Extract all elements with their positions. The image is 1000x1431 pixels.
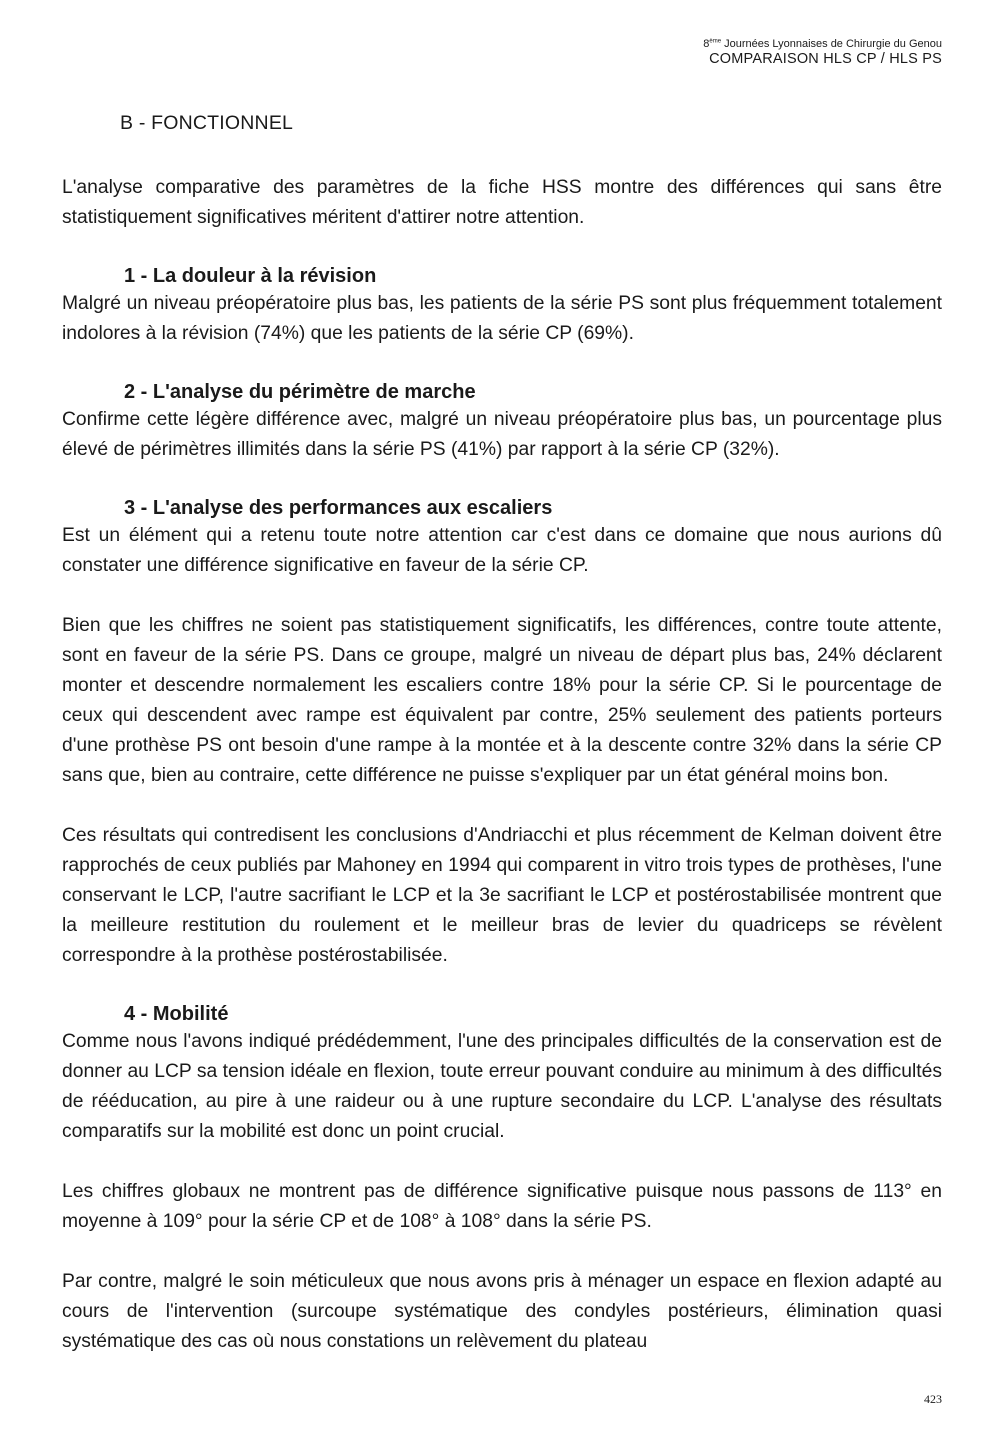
subsection-heading: 2 - L'analyse du périmètre de marche (124, 381, 476, 403)
paragraph: Comme nous l'avons indiqué prédédemment, l'une des principales difficultés de la conservation est de donner au LCP sa tension idéale en flexion, toute erreur pouvant conduire au minimum à des difficultés de rééducation, au pire à une raideur ou à une rupture secondaire du LCP. L'analyse des résultats comparatifs sur la mobilité est donc un point crucial. (62, 1031, 942, 1142)
conference-edition: 8 (703, 38, 710, 50)
page-number: 423 (924, 1392, 942, 1406)
conference-name: Journées Lyonnaises de Chirurgie du Genou (721, 38, 942, 50)
paragraph: Les chiffres globaux ne montrent pas de différence significative puisque nous passons de 113° en moyenne à 109° pour la série CP et de 108° à 108° dans la série PS. (62, 1181, 942, 1232)
section-title: B - FONCTIONNEL (120, 112, 294, 134)
chapter-title: COMPARAISON HLS CP / HLS PS (709, 50, 942, 67)
conference-title (703, 38, 942, 51)
subsection-douleur (62, 263, 942, 349)
subsection-mobilite (62, 1001, 942, 1357)
running-header (703, 38, 942, 67)
subsection-escaliers (62, 495, 942, 971)
paragraph: Confirme cette légère différence avec, malgré un niveau préopératoire plus bas, un pourcentage plus élevé de périmètres illimités dans la série PS (41%) par rapport à la série CP (32%). (62, 409, 942, 460)
subsection-perimetre (62, 379, 942, 465)
subsection-heading: 1 - La douleur à la révision (124, 265, 377, 287)
intro-paragraph: L'analyse comparative des paramètres de la fiche HSS montre des différences qui sans être statistiquement significatives méritent d'attirer notre attention. (62, 177, 942, 228)
paragraph: Ces résultats qui contredisent les conclusions d'Andriacchi et plus récemment de Kelman doivent être rapprochés de ceux publiés par Mahoney en 1994 qui comparent in vitro trois types de prothèses, l'une conservant le LCP, l'autre sacrifiant le LCP et la 3e sacrifiant le LCP et postérostabilisée montrent que la meilleure restitution du roulement et le meilleur bras de levier du quadriceps se révèlent correspondre à la prothèse postérostabilisée. (62, 825, 942, 966)
conference-edition-suffix: ème (709, 38, 722, 45)
paragraph: Est un élément qui a retenu toute notre attention car c'est dans ce domaine que nous aurions dû constater une différence significative en faveur de la série CP. (62, 525, 942, 576)
paragraph: Malgré un niveau préopératoire plus bas, les patients de la série PS sont plus fréquemment totalement indolores à la révision (74%) que les patients de la série CP (69%). (62, 293, 942, 344)
subsection-heading: 3 - L'analyse des performances aux escaliers (124, 497, 553, 519)
main-content (62, 112, 942, 1387)
paragraph: Par contre, malgré le soin méticuleux que nous avons pris à ménager un espace en flexion adapté au cours de l'intervention (surcoupe systématique des condyles postérieurs, élimination quasi systématique des cas où nous constations un relèvement du plateau (62, 1271, 942, 1352)
paragraph: Bien que les chiffres ne soient pas statistiquement significatifs, les différences, contre toute attente, sont en faveur de la série PS. Dans ce groupe, malgré un niveau de départ plus bas, 24% déclarent monter et descendre normalement les escaliers contre 18% pour la série CP. Si le pourcentage de ceux qui descendent avec rampe est équivalent par contre, 25% seulement des patients porteurs d'une prothèse PS ont besoin d'une rampe à la montée et à la descente contre 32% dans la série CP sans que, bien au contraire, cette différence ne puisse s'expliquer par un état général moins bon. (62, 615, 942, 786)
subsection-heading: 4 - Mobilité (124, 1003, 229, 1025)
